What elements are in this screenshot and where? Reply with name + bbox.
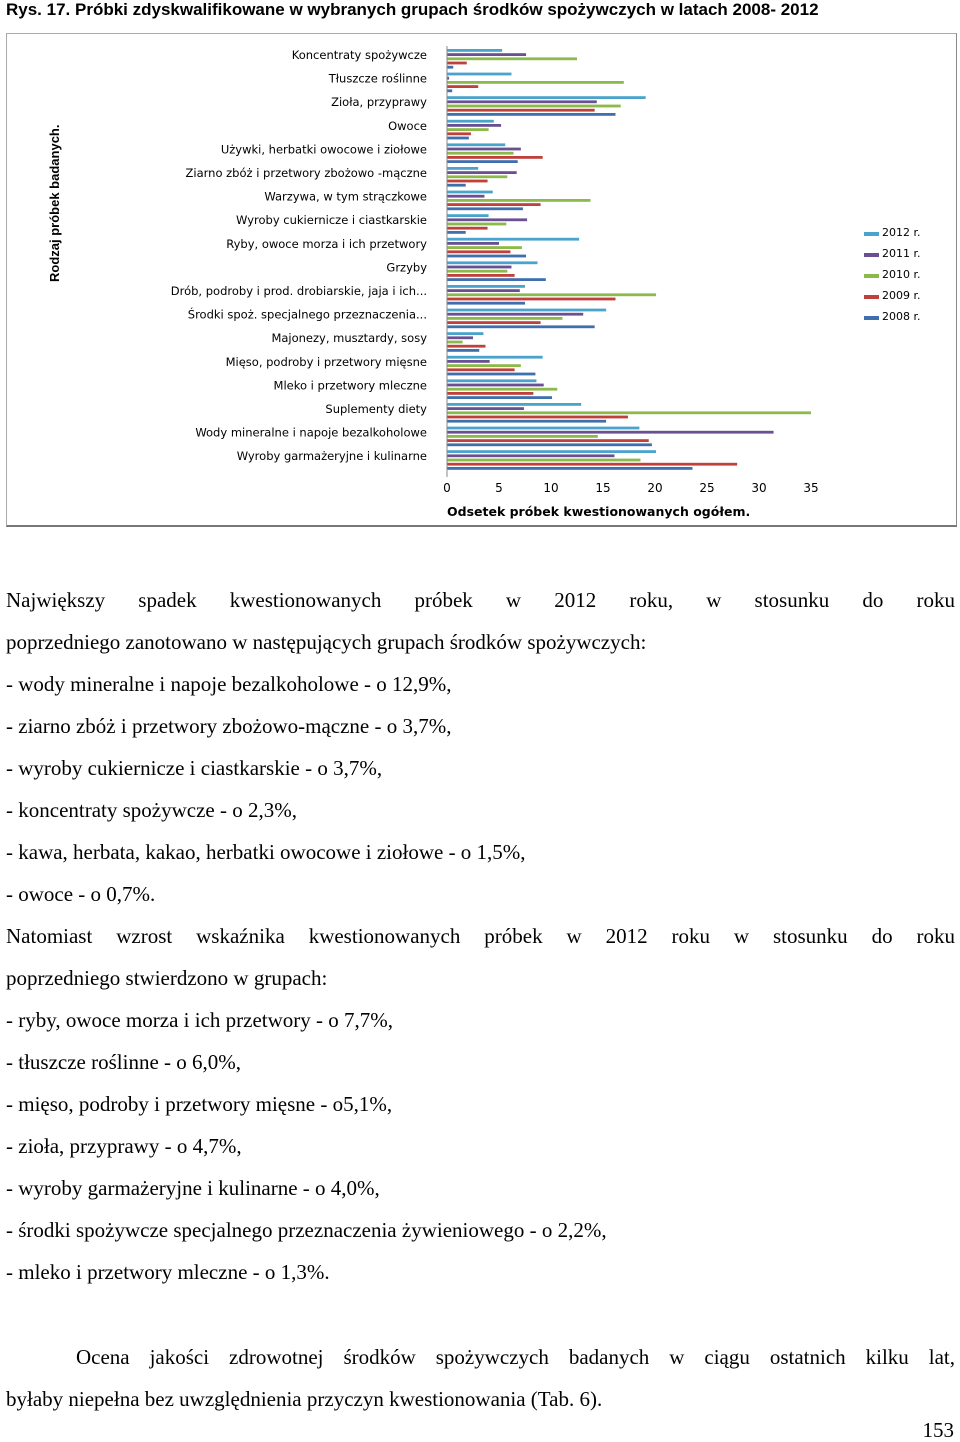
bar-2011 [447, 289, 520, 292]
bar-2012 [447, 450, 656, 453]
bar-2010 [447, 364, 521, 367]
x-tick-label: 30 [751, 481, 767, 495]
legend-swatch [864, 253, 879, 257]
bar-2012 [447, 403, 581, 406]
bar-2011 [447, 384, 544, 387]
page-number: 153 [922, 1418, 954, 1442]
list-item: - tłuszcze roślinne - o 6,0%, [6, 1050, 242, 1074]
x-tick-label: 0 [443, 481, 451, 495]
x-tick-label: 5 [495, 481, 503, 495]
bar-2011 [447, 53, 526, 56]
bar-2012 [447, 191, 493, 194]
bar-2008 [447, 255, 526, 258]
bar-2008 [447, 66, 453, 69]
category-label: Używki, herbatki owocowe i ziołowe [220, 142, 427, 157]
bar-2012 [447, 120, 494, 123]
bar-2008 [447, 160, 518, 163]
decrease-list [6, 663, 955, 915]
paragraph-1 [6, 579, 955, 1293]
bar-2008 [447, 137, 469, 140]
bar-2010 [447, 270, 507, 273]
category-label: Grzyby [386, 260, 427, 275]
x-axis-label: Odsetek próbek kwestionowanych ogółem. [447, 504, 751, 519]
bar-2011 [447, 336, 473, 339]
legend-swatch [864, 274, 879, 278]
bar-2010 [447, 341, 463, 344]
bar-2009 [447, 298, 615, 301]
bar-2012 [447, 167, 478, 170]
bar-2009 [447, 62, 467, 65]
paragraph-3 [6, 1336, 955, 1420]
bar-2009 [447, 180, 488, 183]
bar-2011 [447, 124, 501, 127]
category-label: Suplementy diety [325, 402, 427, 416]
bar-2010 [447, 152, 514, 155]
bar-2011 [447, 407, 524, 410]
bar-2008 [447, 420, 606, 423]
paragraph-1-line-2: poprzedniego zanotowano w następujących grupach środków spożywczych: [6, 630, 647, 654]
bar-2009 [447, 85, 478, 88]
category-label: Zioła, przyprawy [331, 95, 427, 110]
bar-2012 [447, 285, 525, 288]
bar-2011 [447, 218, 527, 221]
bar-2010 [447, 57, 577, 60]
bar-2012 [447, 49, 502, 52]
category-label: Ziarno zbóż i przetwory zbożowo -mączne [185, 166, 427, 180]
bar-chart [6, 33, 957, 527]
bar-2009 [447, 274, 515, 277]
paragraph-2-line-2: poprzedniego stwierdzono w grupach: [6, 966, 328, 990]
legend-label: 2008 r. [882, 310, 921, 323]
category-label: Wyroby cukiernicze i ciastkarskie [236, 213, 427, 228]
category-label: Warzywa, w tym strączkowe [264, 189, 427, 204]
bar-2011 [447, 242, 499, 245]
category-label: Owoce [388, 118, 427, 133]
list-item: - środki spożywcze specjalnego przeznaczenia żywieniowego - o 2,2%, [6, 1218, 607, 1242]
category-label: Środki spoż. specjalnego przeznaczenia... [187, 307, 427, 322]
bar-2011 [447, 100, 597, 103]
bar-2012 [447, 332, 483, 335]
bar-2008 [447, 349, 479, 352]
bar-2012 [447, 427, 639, 430]
bar-2011 [447, 313, 583, 316]
bar-2011 [447, 454, 614, 457]
bar-2010 [447, 105, 621, 108]
x-tick-label: 35 [803, 481, 819, 495]
category-label: Majonezy, musztardy, sosy [271, 331, 427, 346]
category-labels [171, 48, 427, 463]
bar-2010 [447, 175, 507, 178]
bar-2010 [447, 199, 591, 202]
x-axis-ticks [443, 481, 818, 495]
list-item: - zioła, przyprawy - o 4,7%, [6, 1134, 242, 1158]
category-label: Wyroby garmażeryjne i kulinarne [236, 449, 427, 464]
y-axis-label: Rodzaj próbek badanych. [47, 124, 62, 282]
bar-2008 [447, 207, 523, 210]
bar-2010 [447, 459, 640, 462]
bar-2011 [447, 171, 517, 174]
bar-2010 [447, 388, 557, 391]
bar-2008 [447, 184, 466, 187]
bar-2008 [447, 325, 595, 328]
bar-2009 [447, 439, 649, 442]
legend-swatch [864, 295, 879, 299]
bar-2009 [447, 250, 510, 253]
legend [864, 226, 921, 323]
bar-2009 [447, 416, 628, 419]
bar-2008 [447, 396, 552, 399]
bar-2010 [447, 411, 811, 414]
legend-label: 2011 r. [882, 247, 921, 260]
bar-2010 [447, 293, 656, 296]
x-tick-label: 10 [543, 481, 559, 495]
list-item: - wyroby garmażeryjne i kulinarne - o 4,0%, [6, 1176, 380, 1200]
bar-2011 [447, 195, 484, 198]
paragraph-3-line-1: Ocena jakości zdrowotnej środków spożywczych badanych w ciągu ostatnich kilku lat, [76, 1345, 955, 1369]
legend-swatch [864, 316, 879, 320]
category-label: Mięso, podroby i przetwory mięsne [225, 354, 427, 369]
bar-2010 [447, 128, 489, 131]
bar-2012 [447, 379, 536, 382]
bar-2009 [447, 463, 737, 466]
bar-2010 [447, 317, 562, 320]
bar-2009 [447, 109, 595, 112]
bar-2012 [447, 214, 489, 217]
list-item: - ryby, owoce morza i ich przetwory - o 7,7%, [6, 1008, 394, 1032]
legend-swatch [864, 232, 879, 236]
bar-2008 [447, 113, 615, 116]
paragraph-1-line-1: Największy spadek kwestionowanych próbek w 2012 roku, w stosunku do roku [6, 588, 955, 612]
paragraph-2-line-1: Natomiast wzrost wskaźnika kwestionowanych próbek w 2012 roku w stosunku do roku [6, 924, 955, 948]
bar-2009 [447, 321, 541, 324]
category-label: Tłuszcze roślinne [328, 71, 427, 86]
list-item: - mięso, podroby i przetwory mięsne - o5,1%, [6, 1092, 393, 1116]
list-item: - koncentraty spożywcze - o 2,3%, [6, 798, 297, 822]
bar-2009 [447, 156, 543, 159]
legend-label: 2009 r. [882, 289, 921, 302]
legend-label: 2012 r. [882, 226, 921, 239]
figure-caption: Rys. 17. Próbki zdyskwalifikowane w wybranych grupach środków spożywczych w latach 2008- 2012 [6, 0, 819, 19]
bar-2012 [447, 73, 511, 76]
list-item: - wody mineralne i napoje bezalkoholowe - o 12,9%, [6, 672, 452, 696]
x-tick-label: 20 [647, 481, 663, 495]
category-label: Mleko i przetwory mleczne [273, 378, 427, 393]
bar-2012 [447, 143, 505, 146]
bar-2009 [447, 203, 541, 206]
bar-2009 [447, 345, 485, 348]
paragraph-3-line-2: byłaby niepełna bez uwzględnienia przyczyn kwestionowania (Tab. 6). [6, 1387, 603, 1411]
x-tick-label: 25 [699, 481, 715, 495]
bar-2011 [447, 148, 521, 151]
bar-2009 [447, 368, 515, 371]
bar-2011 [447, 266, 511, 269]
bars [447, 49, 811, 470]
bar-2008 [447, 89, 452, 92]
bar-2010 [447, 435, 598, 438]
bar-2008 [447, 231, 466, 234]
increase-list [6, 999, 955, 1293]
bar-2012 [447, 356, 543, 359]
bar-2012 [447, 238, 579, 241]
bar-2009 [447, 132, 471, 135]
category-label: Wody mineralne i napoje bezalkoholowe [195, 425, 427, 440]
category-label: Koncentraty spożywcze [291, 48, 427, 62]
bar-2009 [447, 227, 488, 230]
list-item: - wyroby cukiernicze i ciastkarskie - o 3,7%, [6, 756, 383, 780]
bar-2011 [447, 360, 490, 363]
bar-2012 [447, 261, 537, 264]
x-tick-label: 15 [595, 481, 611, 495]
category-label: Drób, podroby i prod. drobiarskie, jaja i ich... [170, 284, 427, 298]
bar-2012 [447, 309, 606, 312]
bar-2008 [447, 278, 546, 281]
bar-2010 [447, 246, 522, 249]
bar-2010 [447, 81, 624, 84]
list-item: - owoce - o 0,7%. [6, 882, 156, 906]
bar-2008 [447, 373, 535, 376]
bar-2009 [447, 392, 533, 395]
bar-2008 [447, 443, 652, 446]
list-item: - kawa, herbata, kakao, herbatki owocowe i ziołowe - o 1,5%, [6, 840, 526, 864]
bar-2010 [447, 223, 506, 226]
bar-2008 [447, 467, 692, 470]
bar-2011 [447, 431, 774, 434]
category-label: Ryby, owoce morza i ich przetwory [226, 236, 427, 251]
bar-2008 [447, 302, 525, 305]
list-item: - ziarno zbóż i przetwory zbożowo-mączne - o 3,7%, [6, 714, 452, 738]
legend-label: 2010 r. [882, 268, 921, 281]
list-item: - mleko i przetwory mleczne - o 1,3%. [6, 1260, 330, 1284]
bar-chart-svg [7, 34, 956, 525]
bar-2012 [447, 96, 646, 99]
